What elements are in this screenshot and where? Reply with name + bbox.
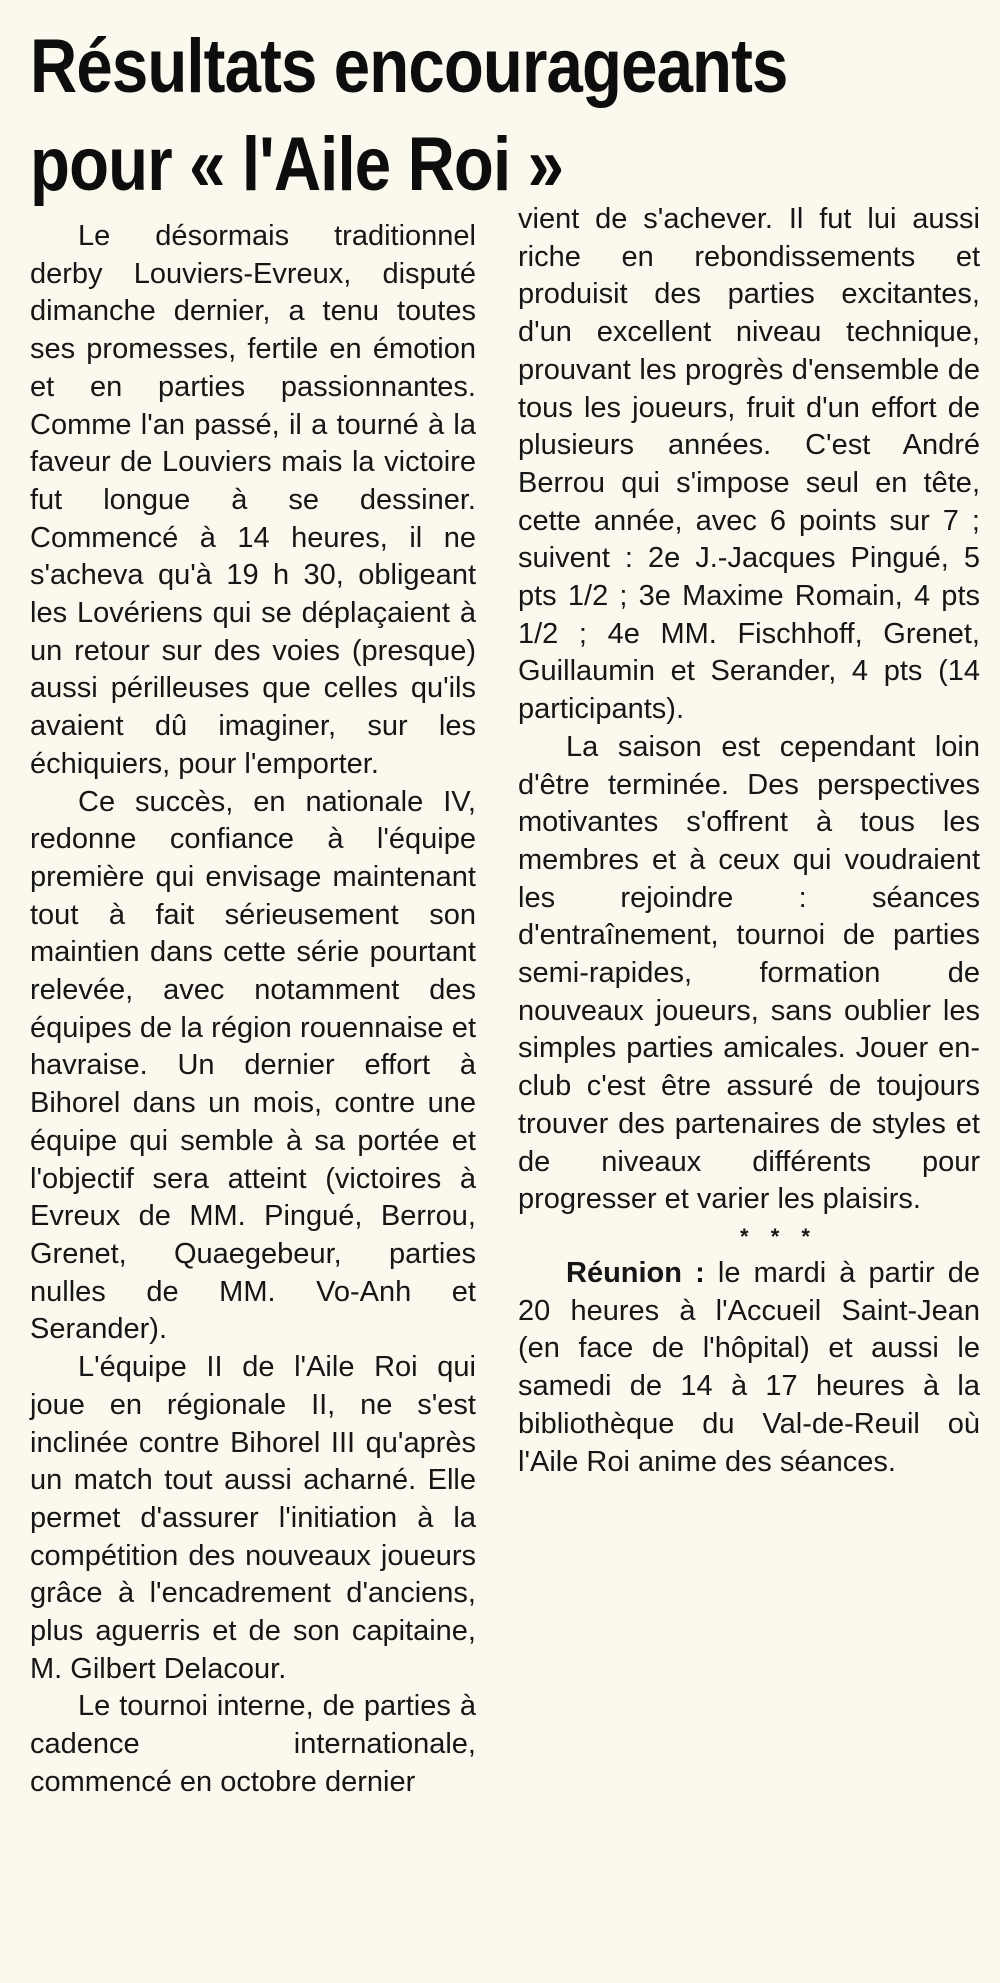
paragraph-tournoi-interne: Le tournoi interne, de parties à cadence internationale, commencé en octobre dernier: [30, 1690, 476, 1798]
paragraph-saison: La saison est cependant loin d'être terminée. Des perspectives motivantes s'offrent à tous les membres et à ceux qui voudraient les rejoindre : séances d'entraînement, tournoi de parties semi-rapides, formation de nouveaux joueurs, sans oublier les simples parties amicales. Jouer en-club c'est être assuré de toujours trouver des partenaires de styles et de niveaux différents pour progresser et varier les plaisirs.: [518, 730, 980, 1216]
section-separator: * * *: [740, 1223, 818, 1249]
left-column: [30, 218, 476, 1802]
paragraph-equipe-ii: L'équipe II de l'Aile Roi qui joue en régionale II, ne s'est inclinée contre Bihorel III qu'après un match tout aussi acharné. Elle permet d'assurer l'initiation à la compétition des nouveaux joueurs grâce à l'encadrement d'anciens, plus aguerris et de son capitaine, M. Gilbert Delacour.: [30, 1351, 476, 1685]
meeting-label: Réunion :: [566, 1256, 718, 1289]
paragraph-tournoi-interne-continued: vient de s'achever. Il fut lui aussi riche en rebondissements et produisit des parties excitantes, d'un excellent niveau technique, prouvant les progrès d'ensemble de tous les joueurs, fruit d'un effort de plusieurs années. C'est André Berrou qui s'impose seul en tête, cette année, avec 6 points sur 7 ; suivent : 2e J.-Jacques Pingué, 5 pts 1/2 ; 3e Maxime Romain, 4 pts 1/2 ; 4e MM. Fischhoff, Grenet, Guillaumin et Serander, 4 pts (14 participants).: [518, 203, 980, 726]
article-headline: [30, 18, 856, 214]
paragraph-derby: Le désormais traditionnel derby Louviers-Evreux, disputé dimanche dernier, a tenu toutes ses promesses, fertile en émotion et en parties passionnantes. Comme l'an passé, il a tourné à la faveur de Louviers mais la victoire fut longue à se dessiner. Commencé à 14 heures, il ne s'acheva qu'à 19 h 30, obligeant les Lovériens qui se déplaçaient à un retour sur des voies (presque) aussi périlleuses que celles qu'ils avaient dû imaginer, sur les échiquiers, pour l'emporter.: [30, 220, 476, 780]
headline-line-1: Résultats encourageants: [30, 24, 788, 109]
headline-line-2: pour « l'Aile Roi »: [30, 122, 564, 207]
meeting-text: le mardi à partir de 20 heures à l'Accueil Saint-Jean (en face de l'hôpital) et aussi le samedi de 14 à 17 heures à la bibliothèque du Val-de-Reuil où l'Aile Roi anime des séances.: [518, 1256, 980, 1478]
meeting-info: [518, 1255, 980, 1481]
right-column: [518, 201, 980, 1481]
paragraph-nationale-iv: Ce succès, en nationale IV, redonne confiance à l'équipe première qui envisage maintenant tout à fait sérieusement son maintien dans cette série pourtant relevée, avec notamment des équipes de la région rouennaise et havraise. Un dernier effort à Bihorel dans un mois, contre une équipe qui semble à sa portée et l'objectif sera atteint (victoires à Evreux de MM. Pingué, Berrou, Grenet, Quaegebeur, parties nulles de MM. Vo-Anh et Serander).: [30, 785, 476, 1346]
